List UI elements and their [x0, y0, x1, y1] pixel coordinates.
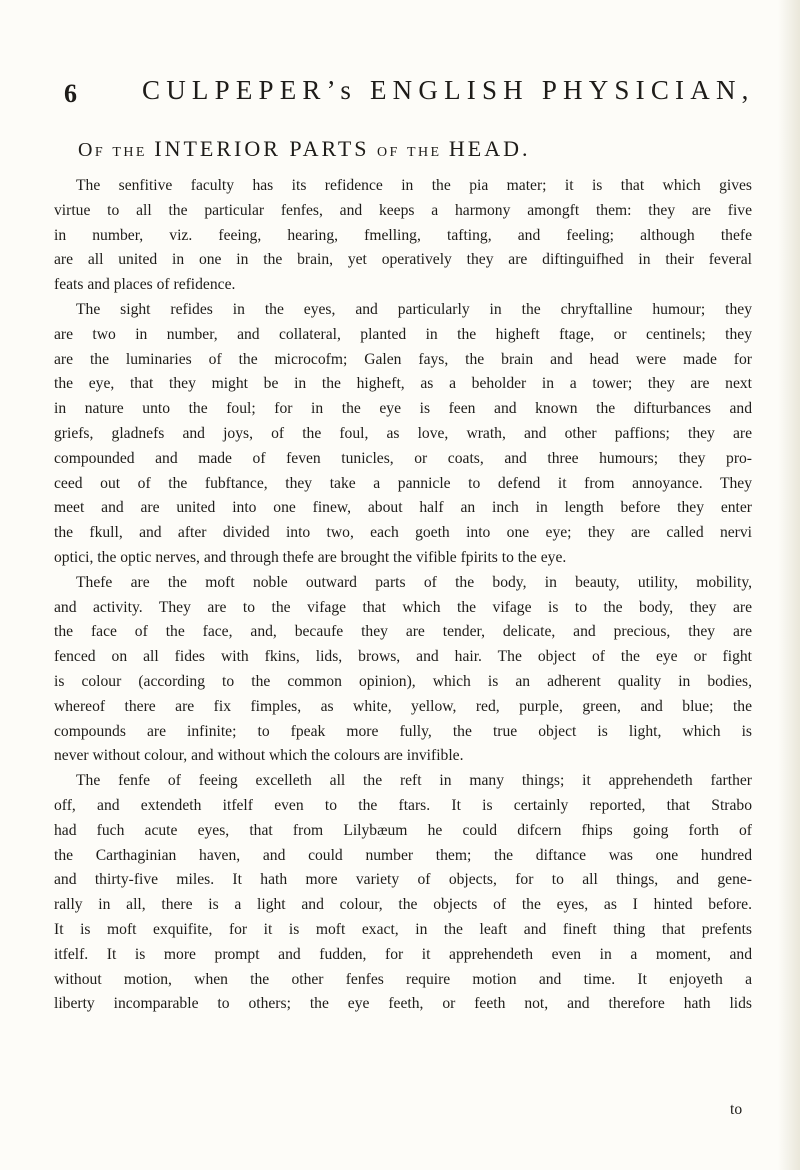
text-line: itfelf. It is more prompt and fudden, for it apprehendeth even in a moment, and: [54, 945, 752, 963]
body-text: [54, 174, 752, 1017]
text-line: the face of the face, and, becaufe they are tender, delicate, and precious, they are: [54, 623, 752, 641]
text-line: is colour (according to the common opinion), which is an adherent quality in bodies,: [54, 672, 752, 690]
text-line: The sight refides in the eyes, and particularly in the chryftalline humour; they: [76, 300, 752, 318]
text-line: the fkull, and after divided into two, each goeth into one eye; they are called nervi: [54, 524, 752, 542]
text-line: never without colour, and without which the colours are invifible.: [54, 747, 464, 765]
heading-head: HEAD.: [448, 136, 531, 161]
text-line: virtue to all the particular fenfes, and keeps a harmony amongft them: they are five: [54, 201, 752, 219]
text-line: had fuch acute eyes, that from Lilybæum he could difcern fhips going forth of: [54, 821, 752, 839]
text-line: off, and extendeth itfelf even to the ftars. It is certainly reported, that Strabo: [54, 796, 752, 814]
text-line: It is moft exquifite, for it is moft exact, in the leaft and fineft thing that prefents: [54, 920, 752, 938]
text-line: are all united in one in the brain, yet operatively they are diftinguifhed in their feveral: [54, 251, 752, 269]
text-line: rally in all, there is a light and colour, the objects of the eyes, as I hinted before.: [54, 896, 752, 914]
text-line: the eye, that they might be in the higheft, as a beholder in a tower; they are next: [54, 375, 752, 393]
text-line: Thefe are the moft noble outward parts of the body, in beauty, utility, mobility,: [76, 573, 752, 591]
text-line: compounded and made of feven tunicles, or coats, and three humours; they pro-: [54, 449, 752, 467]
text-line: in number, viz. feeing, hearing, fmelling, tafting, and feeling; although thefe: [54, 226, 752, 244]
text-line: in nature unto the foul; for in the eye is feen and known the difturbances and: [54, 400, 752, 418]
section-heading: [78, 136, 530, 162]
text-line: liberty incomparable to others; the eye feeth, or feeth not, and therefore hath lids: [54, 995, 752, 1013]
text-line: and activity. They are to the vifage that which the vifage is to the body, they are: [54, 598, 752, 616]
text-line: The fenfe of feeing excelleth all the reft in many things; it apprehendeth farther: [76, 772, 752, 790]
catchword: to: [730, 1101, 743, 1118]
text-line: The senfitive faculty has its refidence in the pia mater; it is that which gives: [76, 177, 752, 194]
running-head: [64, 75, 755, 119]
text-line: meet and are united into one finew, about half an inch in length before they enter: [54, 499, 752, 517]
heading-of: Of the: [78, 139, 147, 161]
text-line: fenced on all fides with fkins, lids, brows, and hair. The object of the eye or fight: [54, 648, 752, 666]
text-line: and thirty-five miles. It hath more variety of objects, for to all things, and gene-: [54, 871, 752, 889]
heading-interior-parts: INTERIOR PARTS: [154, 136, 370, 161]
running-title: CULPEPER’s ENGLISH PHYSICIAN,: [142, 75, 755, 105]
page-edge-shadow: [778, 0, 800, 1170]
text-line: feats and places of refidence.: [54, 276, 236, 294]
heading-of-the: of the: [376, 139, 442, 161]
text-line: griefs, gladnefs and joys, of the foul, as love, wrath, and other paffions; they are: [54, 424, 752, 442]
text-line: the Carthaginian haven, and could number them; the diftance was one hundred: [54, 846, 752, 864]
text-line: without motion, when the other fenfes require motion and time. It enjoyeth a: [54, 970, 752, 988]
text-line: ceed out of the fubftance, they take a pannicle to defend it from annoyance. They: [54, 474, 752, 492]
text-line: are the luminaries of the microcofm; Galen fays, the brain and head were made for: [54, 350, 752, 368]
text-line: compounds are infinite; to fpeak more fully, the true object is light, which is: [54, 722, 752, 740]
text-line: are two in number, and collateral, planted in the higheft ftage, or centinels; they: [54, 325, 752, 343]
text-line: whereof there are fix fimples, as white, yellow, red, purple, green, and blue; the: [54, 697, 752, 715]
page-number: 6: [64, 79, 77, 108]
text-line: optici, the optic nerves, and through thefe are brought the vifible fpirits to the eye.: [54, 548, 567, 566]
